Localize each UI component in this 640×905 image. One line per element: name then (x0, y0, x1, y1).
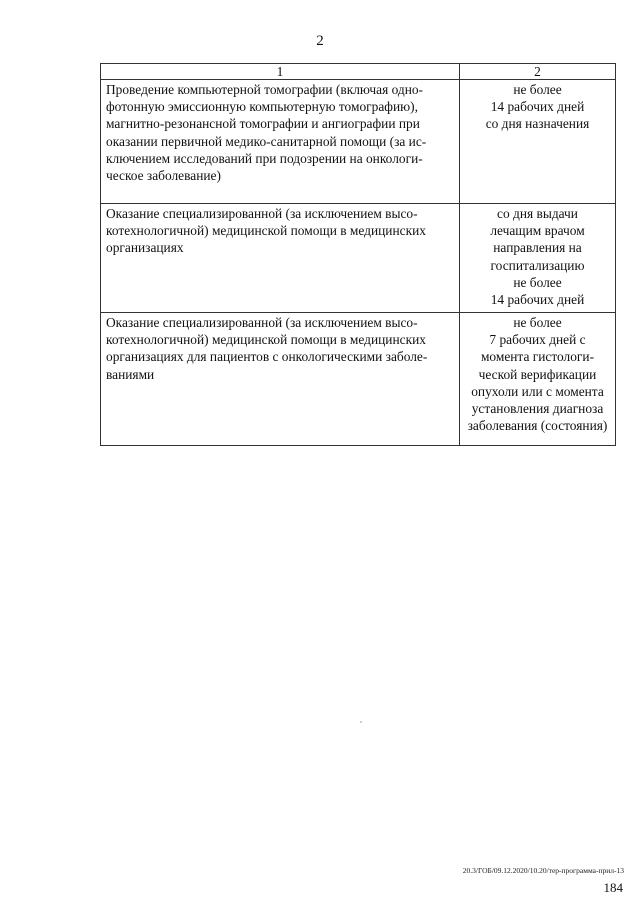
term-cell (460, 313, 616, 446)
term-line: госпитализацию (490, 257, 585, 273)
table-header-row (101, 64, 616, 80)
service-cell (101, 313, 460, 446)
document-footer-code: 20.3/ГОБ/09.12.2020/10.20/тер-программа-прил-13 (462, 866, 624, 875)
term-line: установления диагноза (471, 401, 604, 417)
term-line: не более (513, 82, 562, 97)
term-cell (460, 80, 616, 204)
term-cell (460, 204, 616, 313)
service-line: котехнологичной) медицинской помощи в медицинских (106, 332, 426, 348)
term-line: 7 рабочих дней с (489, 332, 586, 348)
term-line: заболевания (состояния) (467, 418, 608, 434)
term-line: опухоли или с момента (471, 383, 604, 399)
service-line: фотонную эмиссионную компьютерную томографию), (106, 99, 418, 115)
page-number-bottom: 184 (603, 880, 623, 895)
table-row (101, 313, 616, 446)
term-line: момента гистологи- (480, 349, 595, 365)
term-line: 14 рабочих дней (490, 99, 585, 115)
service-line: Проведение компьютерной томографии (включая одно- (106, 82, 424, 97)
term-line: лечащим врачом (490, 223, 585, 239)
service-line: ваниями (106, 366, 155, 382)
service-line: оказании первичной медико-санитарной помощи (за ис- (106, 133, 427, 149)
service-line: Оказание специализированной (за исключением высо- (106, 315, 418, 330)
service-line: Оказание специализированной (за исключением высо- (106, 206, 418, 221)
column-header-2: 2 (460, 64, 616, 80)
term-line: ческой верификации (478, 366, 597, 382)
waiting-times-table (100, 63, 616, 446)
scan-speck (360, 721, 362, 723)
term-line: со дня назначения (485, 116, 590, 132)
service-cell (101, 80, 460, 204)
service-line: ческое заболевание) (106, 168, 221, 184)
term-line: со дня выдачи (497, 206, 578, 221)
service-line: организациях (106, 240, 184, 256)
table-row (101, 80, 616, 204)
term-line: 14 рабочих дней (490, 292, 585, 308)
column-header-1: 1 (101, 64, 460, 80)
table-row (101, 204, 616, 313)
service-cell (101, 204, 460, 313)
service-line: ключением исследований при подозрении на онкологи- (106, 150, 423, 166)
service-line: магнитно-резонансной томографии и ангиографии при (106, 116, 420, 132)
term-line: не более (513, 274, 562, 290)
term-line: не более (513, 315, 562, 330)
service-line: организациях для пациентов с онкологическими заболе- (106, 349, 428, 365)
page-number-top: 2 (316, 33, 324, 49)
service-line: котехнологичной) медицинской помощи в медицинских (106, 223, 426, 239)
term-line: направления на (493, 240, 582, 256)
